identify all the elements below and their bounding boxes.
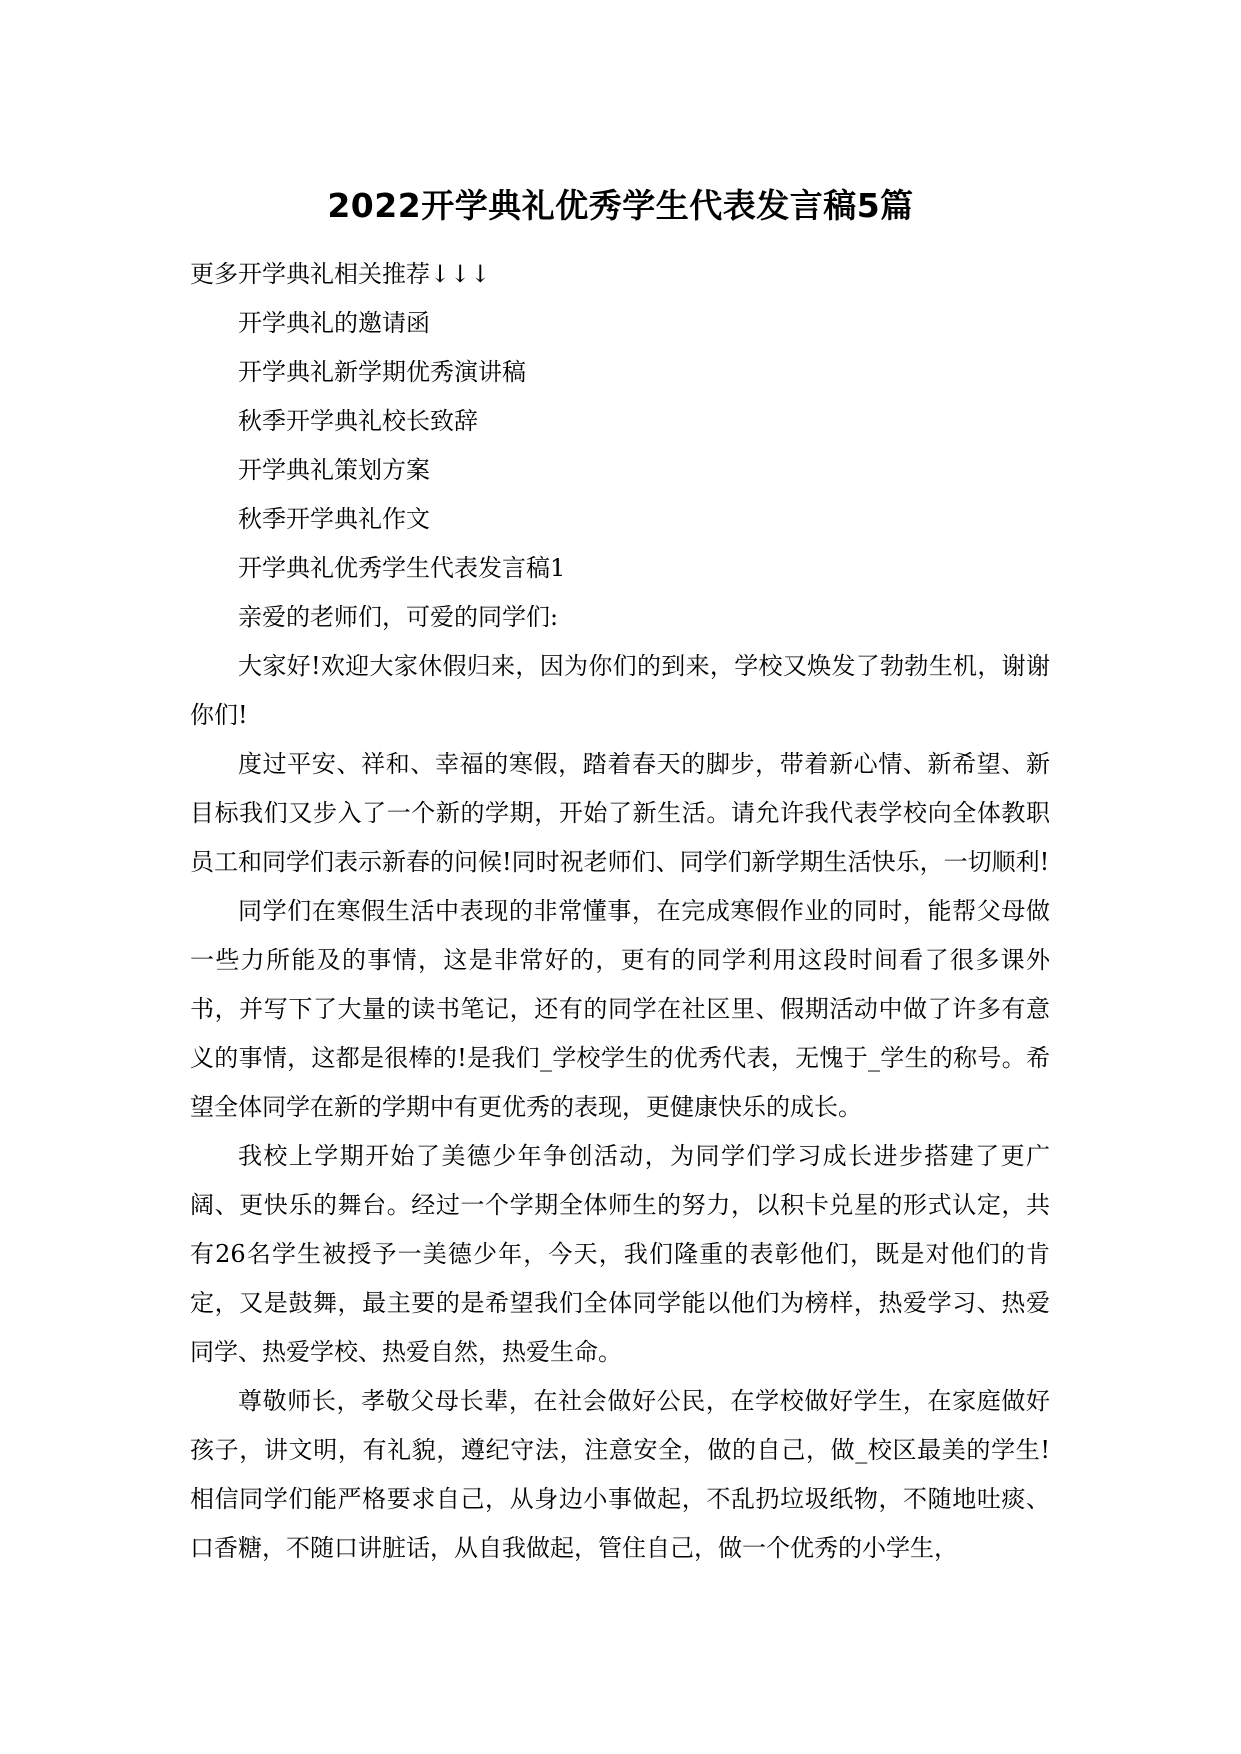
related-link[interactable]: 开学典礼新学期优秀演讲稿 [238, 358, 526, 386]
body-paragraph: 尊敬师长，孝敬父母长辈，在社会做好公民，在学校做好学生，在家庭做好孩子，讲文明，有礼貌，遵纪守法，注意安全，做的自己，做_校区最美的学生!相信同学们能严格要求自己，从身边小事做起，不乱扔垃圾纸物，不随地吐痰、口香糖，不随口讲脏话，从自我做起，管住自己，做一个优秀的小学生， [190, 1387, 1050, 1562]
related-link[interactable]: 秋季开学典礼作文 [238, 505, 430, 533]
body-paragraph: 同学们在寒假生活中表现的非常懂事，在完成寒假作业的同时，能帮父母做一些力所能及的事情，这是非常好的，更有的同学利用这段时间看了很多课外书，并写下了大量的读书笔记，还有的同学在社区里、假期活动中做了许多有意义的事情，这都是很棒的!是我们_学校学生的优秀代表，无愧于_学生的称号。希望全体同学在新的学期中有更优秀的表现，更健康快乐的成长。 [190, 897, 1050, 1121]
document-title: 2022开学典礼优秀学生代表发言稿5篇 [327, 186, 914, 225]
section-title: 开学典礼优秀学生代表发言稿1 [238, 554, 566, 582]
related-link[interactable]: 开学典礼策划方案 [238, 456, 430, 484]
body-paragraph: 我校上学期开始了美德少年争创活动，为同学们学习成长进步搭建了更广阔、更快乐的舞台。经过一个学期全体师生的努力，以积卡兑星的形式认定，共有26名学生被授予一美德少年，今天，我们隆重的表彰他们，既是对他们的肯定，又是鼓舞，最主要的是希望我们全体同学能以他们为榜样，热爱学习、热爱同学、热爱学校、热爱自然，热爱生命。 [190, 1142, 1050, 1366]
related-links-list [190, 299, 1050, 544]
body-paragraph: 度过平安、祥和、幸福的寒假，踏着春天的脚步，带着新心情、新希望、新目标我们又步入了一个新的学期，开始了新生活。请允许我代表学校向全体教职员工和同学们表示新春的问候!同时祝老师们、同学们新学期生活快乐，一切顺利! [190, 750, 1050, 876]
body-paragraph: 大家好!欢迎大家休假归来，因为你们的到来，学校又焕发了勃勃生机，谢谢你们! [190, 652, 1050, 729]
related-link[interactable]: 开学典礼的邀请函 [238, 309, 430, 337]
related-link[interactable]: 秋季开学典礼校长致辞 [238, 407, 478, 435]
salutation: 亲爱的老师们，可爱的同学们: [238, 603, 559, 631]
document-body [190, 250, 1050, 1573]
related-recommendations-label: 更多开学典礼相关推荐↓↓↓ [190, 260, 491, 288]
